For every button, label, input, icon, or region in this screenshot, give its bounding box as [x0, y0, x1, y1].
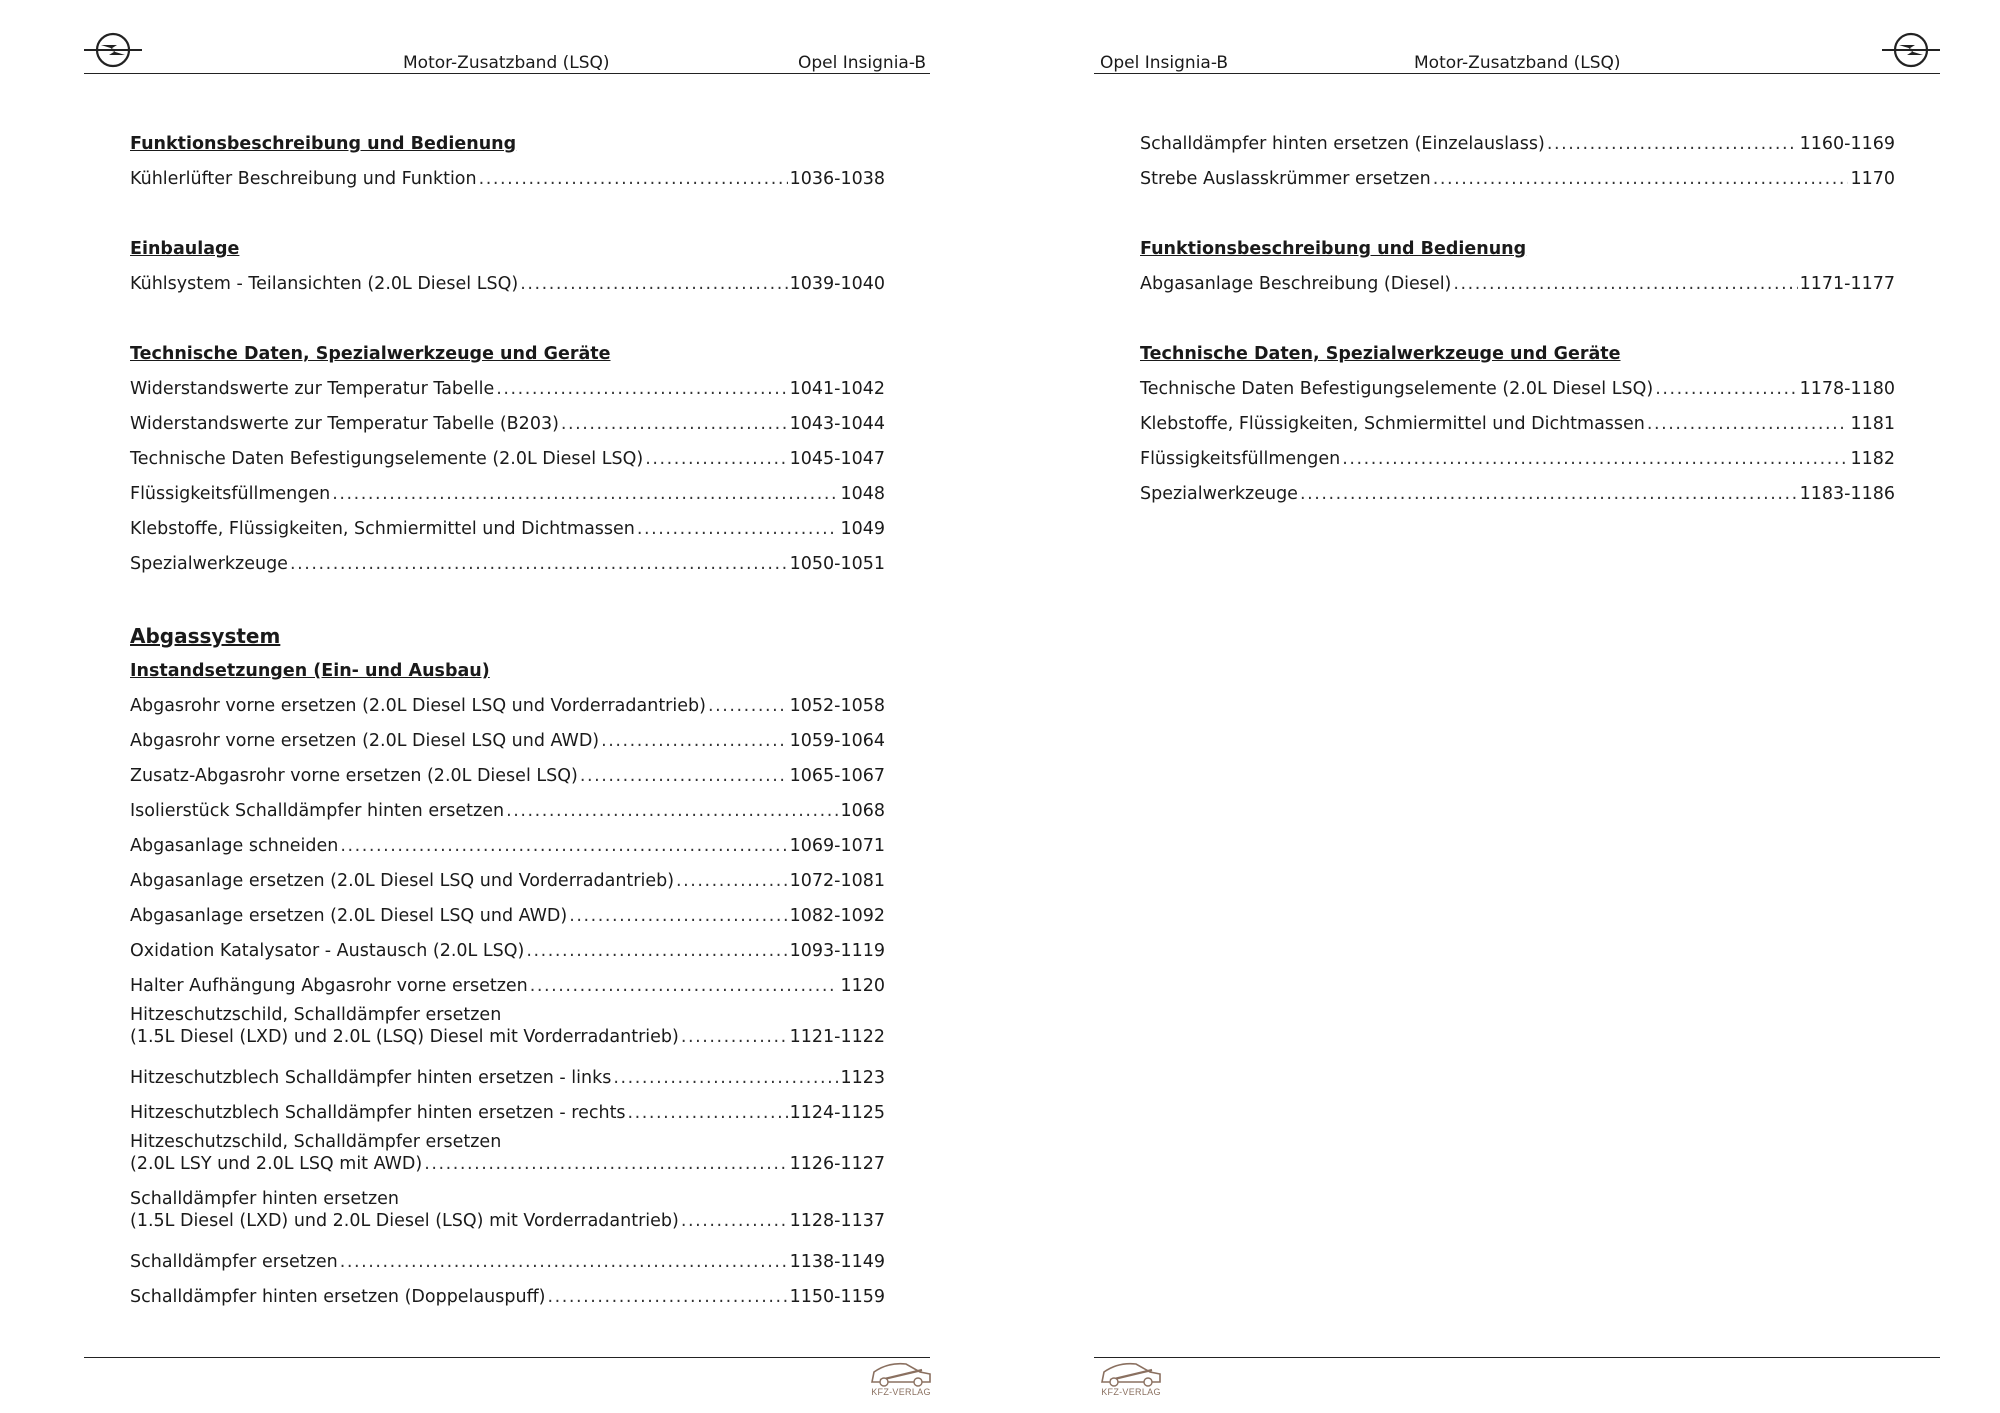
toc-entry[interactable]: Abgasanlage schneiden . . . 1069-1071 — [130, 829, 885, 864]
header-rule — [1094, 73, 1940, 74]
section-heading: Einbaulage — [130, 239, 240, 259]
toc-right — [1140, 127, 1895, 512]
toc-entry[interactable]: Abgasrohr vorne ersetzen (2.0L Diesel LSQ und Vorderradantrieb) . . . 1052-1058 — [130, 689, 885, 724]
toc-entry[interactable]: Schalldämpfer ersetzen . . . 1138-1149 — [130, 1245, 885, 1280]
main-section-heading: Abgassystem — [130, 624, 281, 648]
toc-entry[interactable]: Kühlsystem - Teilansichten (2.0L Diesel LSQ) . . . 1039-1040 — [130, 267, 885, 302]
footer-rule — [84, 1357, 930, 1358]
toc-entry[interactable]: Technische Daten Befestigungselemente (2.0L Diesel LSQ) . . . 1178-1180 — [1140, 372, 1895, 407]
toc-entry[interactable]: Kühlerlüfter Beschreibung und Funktion . . . 1036-1038 — [130, 162, 885, 197]
header-model: Opel Insignia-B — [798, 53, 927, 73]
toc-entry[interactable]: Hitzeschutzblech Schalldämpfer hinten ersetzen - links . . . 1123 — [130, 1061, 885, 1096]
right-page — [1000, 0, 2000, 1413]
car-icon — [1096, 1358, 1166, 1388]
header-model: Opel Insignia-B — [1100, 53, 1229, 73]
kfz-verlag-label: KFZ-VERLAG — [1101, 1387, 1161, 1397]
toc-left — [130, 127, 885, 1315]
toc-entry[interactable]: Abgasanlage Beschreibung (Diesel) . . . 1171-1177 — [1140, 267, 1895, 302]
toc-entry[interactable]: Klebstoffe, Flüssigkeiten, Schmiermittel und Dichtmassen . . . 1049 — [130, 512, 885, 547]
toc-entry[interactable]: Hitzeschutzschild, Schalldämpfer ersetzen (1.5L Diesel (LXD) und 2.0L (LSQ) Diesel mit Vorderradantrieb) . . . 1121-1122 — [130, 1004, 885, 1061]
toc-entry[interactable]: Abgasrohr vorne ersetzen (2.0L Diesel LSQ und AWD) . . . 1059-1064 — [130, 724, 885, 759]
toc-entry[interactable]: Zusatz-Abgasrohr vorne ersetzen (2.0L Diesel LSQ) . . . 1065-1067 — [130, 759, 885, 794]
toc-entry[interactable]: Hitzeschutzschild, Schalldämpfer ersetzen (2.0L LSY und 2.0L LSQ mit AWD) . . . 1126-1127 — [130, 1131, 885, 1188]
toc-entry[interactable]: Klebstoffe, Flüssigkeiten, Schmiermittel und Dichtmassen . . . 1181 — [1140, 407, 1895, 442]
toc-entry[interactable]: Hitzeschutzblech Schalldämpfer hinten ersetzen - rechts . . . 1124-1125 — [130, 1096, 885, 1131]
opel-logo-icon — [1880, 30, 1942, 70]
kfz-verlag-label: KFZ-VERLAG — [871, 1387, 931, 1397]
toc-entry[interactable]: Flüssigkeitsfüllmengen . . . 1182 — [1140, 442, 1895, 477]
toc-entry[interactable]: Widerstandswerte zur Temperatur Tabelle (B203) . . . 1043-1044 — [130, 407, 885, 442]
toc-entry[interactable]: Widerstandswerte zur Temperatur Tabelle . . . 1041-1042 — [130, 372, 885, 407]
header-title: Motor-Zusatzband (LSQ) — [1414, 53, 1621, 73]
toc-entry[interactable]: Spezialwerkzeuge . . . 1183-1186 — [1140, 477, 1895, 512]
toc-entry[interactable]: Schalldämpfer hinten ersetzen (1.5L Diesel (LXD) und 2.0L Diesel (LSQ) mit Vorderradantrieb) . . . 1128-1137 — [130, 1188, 885, 1245]
toc-entry[interactable]: Abgasanlage ersetzen (2.0L Diesel LSQ und Vorderradantrieb) . . . 1072-1081 — [130, 864, 885, 899]
car-icon — [866, 1358, 936, 1388]
opel-logo-icon — [82, 30, 144, 70]
kfz-verlag-logo — [866, 1358, 936, 1402]
toc-entry[interactable]: Flüssigkeitsfüllmengen . . . 1048 — [130, 477, 885, 512]
toc-entry[interactable]: Oxidation Katalysator - Austausch (2.0L LSQ) . . . 1093-1119 — [130, 934, 885, 969]
header-title: Motor-Zusatzband (LSQ) — [403, 53, 610, 73]
section-heading: Funktionsbeschreibung und Bedienung — [1140, 239, 1527, 259]
toc-entry[interactable]: Technische Daten Befestigungselemente (2.0L Diesel LSQ) . . . 1045-1047 — [130, 442, 885, 477]
section-heading: Technische Daten, Spezialwerkzeuge und Geräte — [1140, 344, 1621, 364]
toc-entry[interactable]: Spezialwerkzeuge . . . 1050-1051 — [130, 547, 885, 582]
section-heading: Instandsetzungen (Ein- und Ausbau) — [130, 661, 490, 681]
toc-entry[interactable]: Abgasanlage ersetzen (2.0L Diesel LSQ und AWD) . . . 1082-1092 — [130, 899, 885, 934]
toc-entry[interactable]: Schalldämpfer hinten ersetzen (Doppelauspuff) . . . 1150-1159 — [130, 1280, 885, 1315]
toc-entry[interactable]: Halter Aufhängung Abgasrohr vorne ersetzen . . . 1120 — [130, 969, 885, 1004]
section-heading: Technische Daten, Spezialwerkzeuge und Geräte — [130, 344, 611, 364]
section-heading: Funktionsbeschreibung und Bedienung — [130, 134, 517, 154]
toc-entry[interactable]: Strebe Auslasskrümmer ersetzen . . . 1170 — [1140, 162, 1895, 197]
footer-rule — [1094, 1357, 1940, 1358]
header-rule — [84, 73, 930, 74]
kfz-verlag-logo — [1096, 1358, 1166, 1402]
toc-entry[interactable]: Schalldämpfer hinten ersetzen (Einzelauslass) . . . 1160-1169 — [1140, 127, 1895, 162]
toc-entry[interactable]: Isolierstück Schalldämpfer hinten ersetzen . . . 1068 — [130, 794, 885, 829]
